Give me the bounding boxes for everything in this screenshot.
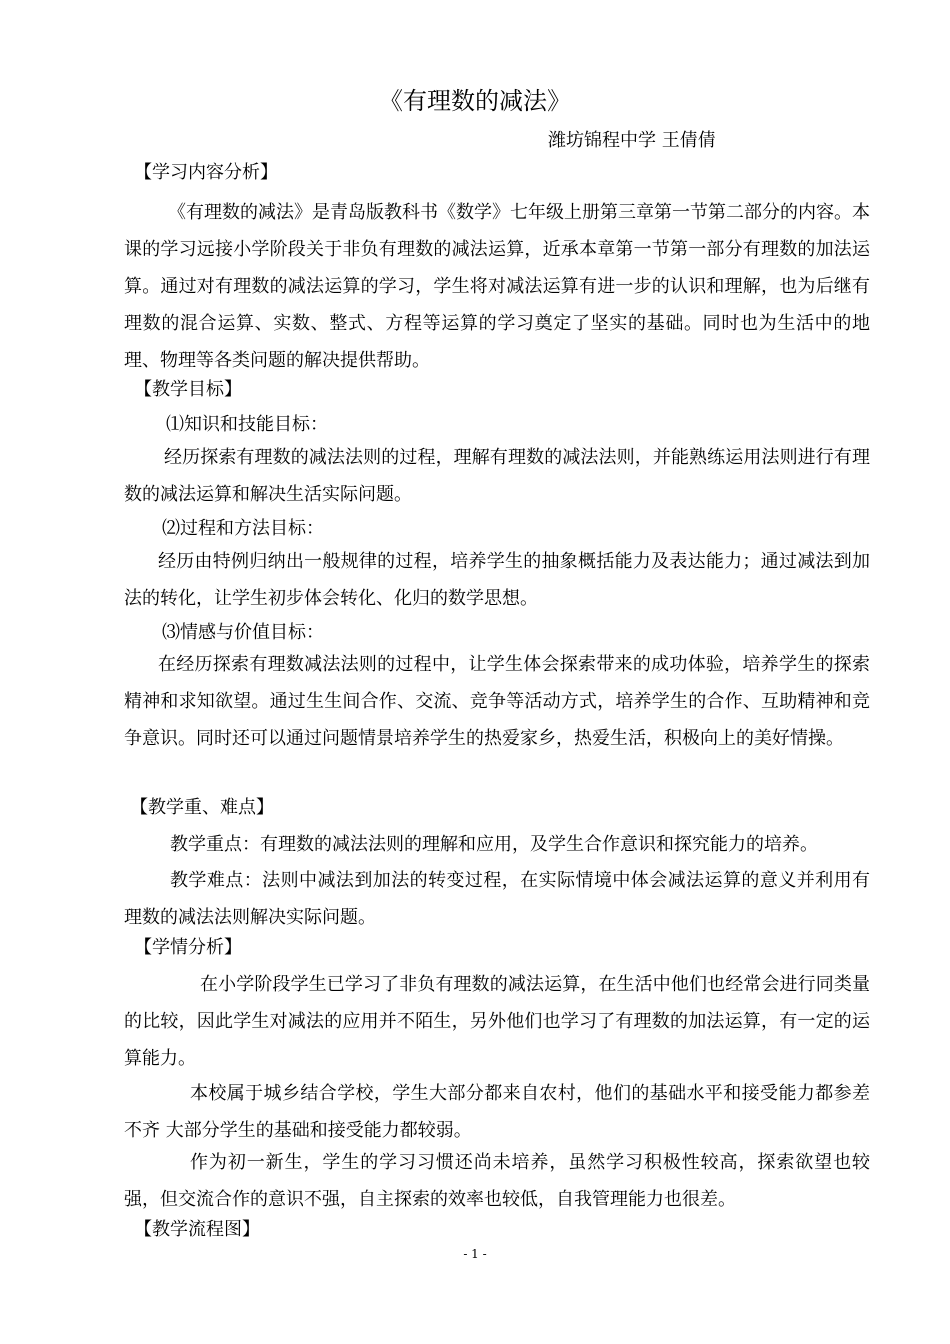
document-title: 《有理数的减法》 xyxy=(379,87,571,115)
heading-student-analysis: 【学情分析】 xyxy=(134,937,242,958)
objective-knowledge-text: 经历探索有理数的减法法则的过程，理解有理数的减法法则，并能熟练运用法则进行有理数的减法运算和解决生活实际问题。 xyxy=(124,447,870,505)
student-analysis-paragraph-1: 在小学阶段学生已学习了非负有理数的减法运算，在生活中他们也经常会进行同类量的比较，因此学生对减法的应用并不陌生，另外他们也学习了有理数的加法运算，有一定的运算能力。 xyxy=(124,974,870,1069)
difficult-point-text: 教学难点：法则中减法到加法的转变过程，在实际情境中体会减法运算的意义并利用有理数的减法法则解决实际问题。 xyxy=(124,870,870,928)
page-number: - 1 - xyxy=(463,1247,487,1261)
objective-emotion-label: ⑶情感与价值目标： xyxy=(162,622,324,643)
author-line: 潍坊锦程中学 王倩倩 xyxy=(548,130,716,151)
objective-process-text: 经历由特例归纳出一般规律的过程，培养学生的抽象概括能力及表达能力；通过减法到加法的转化，让学生初步体会转化、化归的数学思想。 xyxy=(124,551,870,609)
paragraph-content-analysis: 《有理数的减法》是青岛版教科书《数学》七年级上册第三章第一节第二部分的内容。本课的学习远接小学阶段关于非负有理数的减法运算，近承本章第一节第一部分有理数的加法运算。通过对有理数的减法运算的学习，学生将对减法运算有进一步的认识和理解，也为后继有理数的混合运算、实数、整式、方程等运算的学习奠定了坚实的基础。同时也为生活中的地理、物理等各类问题的解决提供帮助。 xyxy=(124,202,870,371)
heading-key-points: 【教学重、难点】 xyxy=(130,797,274,818)
objective-process-label: ⑵过程和方法目标： xyxy=(162,518,324,539)
student-analysis-paragraph-2: 本校属于城乡结合学校，学生大部分都来自农村，他们的基础水平和接受能力都参差不齐 大部分学生的基础和接受能力都较弱。 xyxy=(124,1083,870,1141)
objective-knowledge-label: ⑴知识和技能目标： xyxy=(166,414,328,435)
objective-emotion-text: 在经历探索有理数减法法则的过程中，让学生体会探索带来的成功体验，培养学生的探索精神和求知欲望。通过生生间合作、交流、竞争等活动方式，培养学生的合作、互助精神和竞争意识。同时还可以通过问题情景培养学生的热爱家乡，热爱生活，积极向上的美好情操。 xyxy=(124,654,870,749)
key-point-text: 教学重点：有理数的减法法则的理解和应用，及学生合作意识和探究能力的培养。 xyxy=(170,834,818,855)
heading-content-analysis: 【学习内容分析】 xyxy=(134,162,278,183)
heading-flowchart: 【教学流程图】 xyxy=(134,1219,260,1240)
student-analysis-paragraph-3: 作为初一新生，学生的学习习惯还尚未培养，虽然学习积极性较高，探索欲望也较强，但交流合作的意识不强，自主探索的效率也较低，自我管理能力也很差。 xyxy=(124,1152,870,1210)
heading-objectives: 【教学目标】 xyxy=(134,379,242,400)
